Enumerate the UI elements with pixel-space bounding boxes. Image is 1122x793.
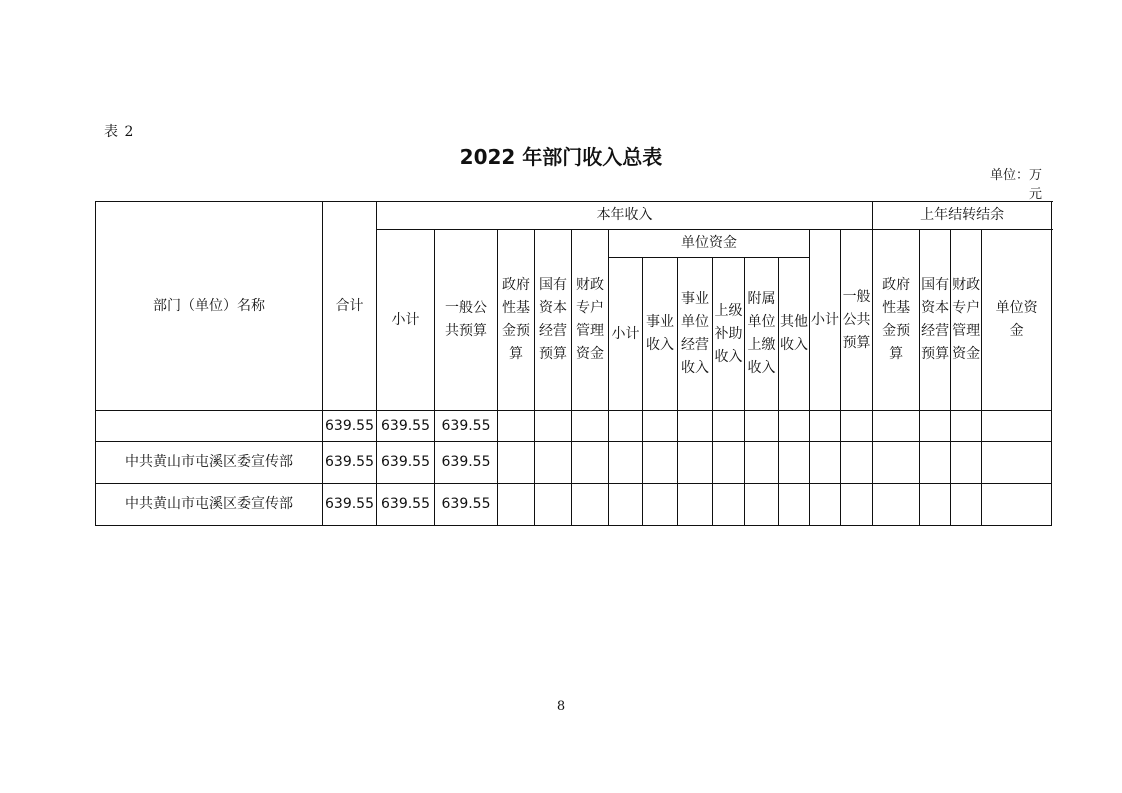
table-row xyxy=(96,411,1052,442)
row-total: 639.55 xyxy=(323,442,377,484)
header-carryover-fiscal-special-fund: 财政专户管理资金 xyxy=(951,230,982,411)
header-current-subtotal: 小计 xyxy=(377,230,435,411)
header-unit-affiliated-remit-income: 附属单位上缴收入 xyxy=(745,258,779,411)
header-carryover-gov-fund-budget: 政府性基金预算 xyxy=(873,230,920,411)
page-number: 8 xyxy=(556,699,566,714)
header-carryover-unit-fund: 单位资金 xyxy=(982,230,1052,411)
row-subtotal: 639.55 xyxy=(377,442,435,484)
row-dept-name: 中共黄山市屯溪区委宣传部 xyxy=(96,484,323,526)
header-current-general-public-budget: 一般公共预算 xyxy=(435,230,498,411)
header-carryover-state-capital-budget: 国有资本经营预算 xyxy=(920,230,951,411)
header-carryover-subtotal: 小计 xyxy=(810,230,841,411)
row-dept-name xyxy=(96,411,323,442)
row-subtotal: 639.55 xyxy=(377,411,435,442)
header-carryover-general-public-budget: 一般公共预算 xyxy=(841,230,873,411)
header-current-fiscal-special-fund: 财政专户管理资金 xyxy=(572,230,609,411)
table-row xyxy=(96,484,1052,526)
table-row xyxy=(96,442,1052,484)
row-total: 639.55 xyxy=(323,411,377,442)
row-general-public-budget: 639.55 xyxy=(435,411,498,442)
unit-label-line1: 单位：万 xyxy=(989,168,1042,183)
row-subtotal: 639.55 xyxy=(377,484,435,526)
header-total: 合计 xyxy=(323,202,377,411)
unit-label xyxy=(990,166,1042,204)
header-unit-other-income: 其他收入 xyxy=(779,258,810,411)
unit-label-line2: 元 xyxy=(1028,187,1042,202)
row-dept-name: 中共黄山市屯溪区委宣传部 xyxy=(96,442,323,484)
row-total: 639.55 xyxy=(323,484,377,526)
header-unit-fund: 单位资金 xyxy=(609,230,810,258)
header-unit-business-operating-income: 事业单位经营收入 xyxy=(678,258,713,411)
header-unit-business-income: 事业收入 xyxy=(643,258,678,411)
header-unit-superior-subsidy-income: 上级补助收入 xyxy=(713,258,745,411)
header-carryover: 上年结转结余 xyxy=(873,202,1052,230)
header-unit-subtotal: 小计 xyxy=(609,258,643,411)
header-dept-name: 部门（单位）名称 xyxy=(96,202,323,411)
header-current-gov-fund-budget: 政府性基金预算 xyxy=(498,230,535,411)
header-current-year-income: 本年收入 xyxy=(377,202,873,230)
table-number: 表 2 xyxy=(104,124,135,140)
row-general-public-budget: 639.55 xyxy=(435,484,498,526)
row-general-public-budget: 639.55 xyxy=(435,442,498,484)
income-summary-table xyxy=(95,201,1052,526)
page-title: 2022 年部门收入总表 xyxy=(459,145,663,169)
header-current-state-capital-budget: 国有资本经营预算 xyxy=(535,230,572,411)
